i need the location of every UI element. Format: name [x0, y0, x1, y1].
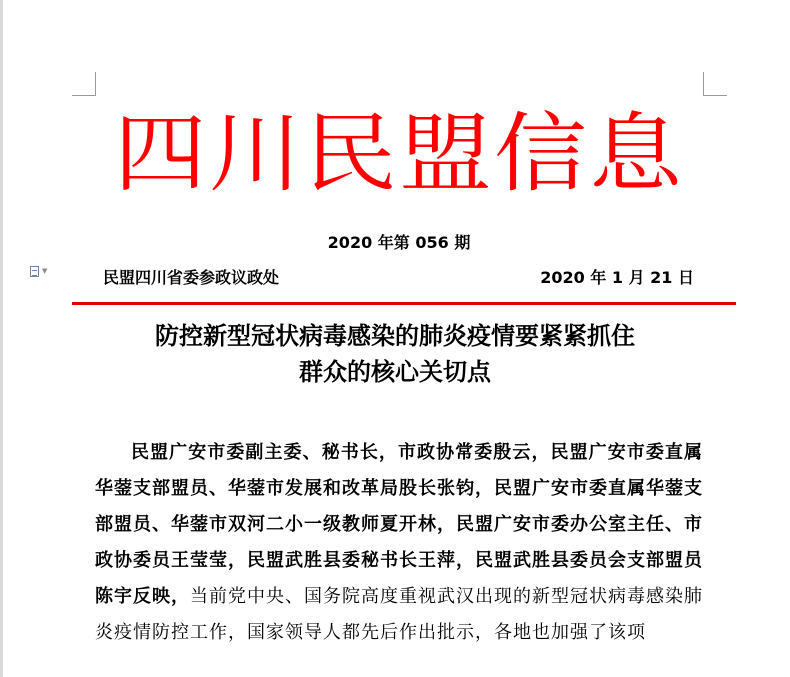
- margin-corner-top-left: [72, 72, 96, 96]
- article-title-line-1: 防控新型冠状病毒感染的肺炎疫情要紧紧抓住: [155, 321, 635, 350]
- dropdown-caret-icon: ▼: [42, 267, 48, 275]
- article-title: [80, 318, 710, 390]
- margin-corner-top-right: [703, 72, 727, 96]
- document-icon[interactable]: [30, 264, 56, 278]
- sender-department: 民盟四川省委参政议政处: [103, 268, 280, 287]
- issue-number: 2020 年第 056 期: [327, 233, 471, 252]
- reporters-text: 民盟广安市委副主委、秘书长，市政协常委殷云，民盟广安市委直属华蓥支部盟员、华蓥市发展和改革局股长张钧，民盟广安市委直属华蓥支部盟员、华蓥市双河二小一级教师夏开林，民盟广安市委办公室主任、市政协委员王莹莹，民盟武胜县委秘书长王萍，民盟武胜县委员会支部盟员陈宇反映，: [95, 442, 703, 607]
- page-edge: [0, 0, 3, 677]
- article-body: [95, 435, 703, 651]
- page-icon: [30, 266, 39, 277]
- red-header-rule: [72, 302, 736, 305]
- masthead-title: 四川民盟信息: [113, 104, 685, 204]
- issue-date: 2020 年 1 月 21 日: [540, 268, 694, 287]
- body-text: 当前党中央、国务院高度重视武汉出现的新型冠状病毒感染肺炎疫情防控工作，国家领导人都先后作出批示，各地也加强了该项: [95, 586, 703, 643]
- article-title-line-2: 群众的核心关切点: [299, 357, 491, 386]
